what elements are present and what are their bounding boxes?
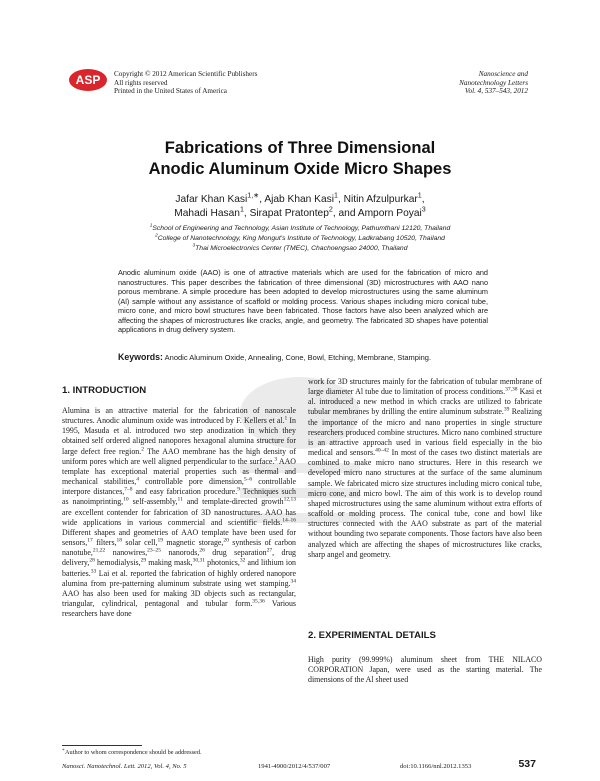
copyright-line: Copyright © 2012 American Scientific Publishers	[114, 70, 258, 78]
experimental-paragraph: High purity (99.999%) aluminum sheet from THE NILACO CORPORATION Japan, were used as the starting material. The dimensions of the Al sheet used	[308, 655, 542, 685]
keywords	[118, 352, 488, 363]
printed-line: Printed in the United States of America	[114, 87, 227, 96]
abstract: Anodic aluminum oxide (AAO) is one of attractive materials which are used for the fabrication of micro and nanostructures. This paper describes the fabrication of three dimensional (3D) microstructures with AAO nano porous membrane. A simple procedure has been adopted to develop microstructures using the same aluminum (Al) sample without any assistance of scaffold or molding process. Various shapes including micro conical tube, micro cone, and micro bowl structures have been fabricated. Those factors have also been analyzed which are affecting the shapes of microstructures like cracks, angle, and geometry. The fabricated 3D shapes have potential applications in drug delivery system.	[118, 268, 488, 335]
authors-line-1: Jafar Khan Kasi$^{1,∗}$, Ajab Khan Kasi$^1$, Nitin Afzulpurkar$^1$,	[175, 191, 425, 205]
volume-line: Vol. 4, 537–543, 2012	[464, 87, 528, 96]
page-number: 537	[518, 758, 536, 770]
rights-line: All rights reserved	[114, 78, 168, 87]
affiliation-1: $^1$School of Engineering and Technology, Asian Institute of Technology, Pathumthani 12120, Thailand	[149, 223, 451, 232]
corresponding-author-footnote: ∗Author to whom correspondence should be addressed.	[62, 746, 202, 756]
title-line-1: Fabrications of Three Dimensional	[164, 139, 436, 157]
author-list	[0, 193, 600, 221]
body-column-left	[62, 406, 296, 619]
keywords-list: Anodic Aluminum Oxide, Annealing, Cone, Bowl, Etching, Membrane, Stamping.	[164, 353, 432, 362]
footer-journal-citation: Nanosci. Nanotechnol. Lett. 2012, Vol. 4, No. 5	[62, 763, 187, 770]
authors-line-2: Mahadi Hasan$^1$, Sirapat Pratontep$^2$, and Amporn Poyai$^3$	[174, 205, 426, 219]
footnote-rule	[62, 745, 142, 746]
footer-issn: 1941-4900/2012/4/537/007	[258, 763, 331, 770]
title-line-2: Anodic Aluminum Oxide Micro Shapes	[148, 160, 452, 178]
logo-text: ASP	[75, 73, 101, 87]
footer-doi: doi:10.1166/nnl.2012.1353	[400, 763, 472, 770]
publisher-logo	[68, 68, 108, 92]
journal-name-line2: Nanotechnology Letters	[459, 78, 528, 87]
body-column-right	[308, 377, 542, 560]
paper-title	[0, 138, 600, 180]
affiliation-3: $^3$Thai Microelectronics Center (TMEC), Chachoengsao 24000, Thailand	[192, 243, 408, 252]
journal-name-line1: Nanoscience and	[478, 70, 528, 78]
affiliations	[0, 224, 600, 253]
journal-block	[459, 70, 528, 96]
copyright-block	[114, 70, 257, 96]
section-heading-introduction: 1. INTRODUCTION	[62, 385, 147, 396]
section-heading-experimental: 2. EXPERIMENTAL DETAILS	[308, 630, 436, 641]
intro-paragraph-2: work for 3D structures mainly for the fabrication of tubular membrane of large diameter Al tube due to limitation of process conditions.$^{37,38}$ Kasi et al. introduced a new method in which cracks are utilized to fabricate tubular membranes by drilling the entire aluminum substrate.$^{39}$ Realizing the importance of the micro and nano properties in single structure researchers produced combine structures. Micro nano combined structure is an attractive approach used in various field especially in the bio medical and sensors.$^{40-42}$ In most of the cases two distinct materials are combined to make micro nano structures. Here in this research we developed micro nano structures at the surface of the same aluminum sample. We fabricated micro size structures including micro conical tube, micro cone, and micro bowl. The aim of this work is to develop round shaped microstructures using the same aluminum without extra efforts of scaffold or molding process. The conical tube, cone and bowl like structures connected with the AAO substrate as part of the material without bounding two separate components. Those factors have also been analyzed which are affecting the shapes of microstructures like cracks, sharp angel and geometry.	[308, 377, 542, 559]
intro-paragraph-1: Alumina is an attractive material for the fabrication of nanoscale structures. Anodic aluminum oxide was introduced by F. Kellers et al.$^1$ In 1995, Masuda et al. introduced two step anodization in which they obtained self ordered aligned nanopores hexagonal alumina structure for large defect free region.$^2$ The AAO membrane has the high density of uniform pores which are well aligned perpendicular to the surface.$^3$ AAO template has exceptional material properties such as thermal and mechanical stabilities,$^4$ controllable pore dimension,$^{5-6}$ controllable interpore distances,$^{7-8}$ and easy fabrication procedure.$^9$ Techniques such as nanoimprinting,$^{10}$ self-assembly,$^{11}$ and template-directed growth$^{12,13}$ are excellent contender for fabrication of 3D nanostructures. AAO has wide applications in various commercial and scientific fields.$^{14-16}$ Different shapes and geometries of AAO template have been used for sensors,$^{17}$ filters,$^{18}$ solar cell,$^{19}$ magnetic storage,$^{20}$ synthesis of carbon nanotube,$^{21,22}$ nanowires,$^{23-25}$ nanorods,$^{26}$ drug separation$^{27}$, drug delivery,$^{28}$ hemodialysis,$^{29}$ making mask,$^{30,31}$ photonics,$^{32}$ and lithium ion batteries.$^{33}$ Lai et al. reported the fabrication of highly ordered nanopore alumina from pre-patterning aluminum substrate using wet stamping.$^{34}$ AAO has also been used for making 3D objects such as rectangular, triangular, cylindrical, pentagonal and tubular form.$^{35,36}$ Various researchers have done	[62, 406, 296, 619]
keywords-label: Keywords:	[118, 352, 163, 362]
affiliation-2: $^2$College of Nanotechnology, King Mongut's Institute of Technology, Ladkrabang 10520, Thailand	[155, 233, 445, 242]
